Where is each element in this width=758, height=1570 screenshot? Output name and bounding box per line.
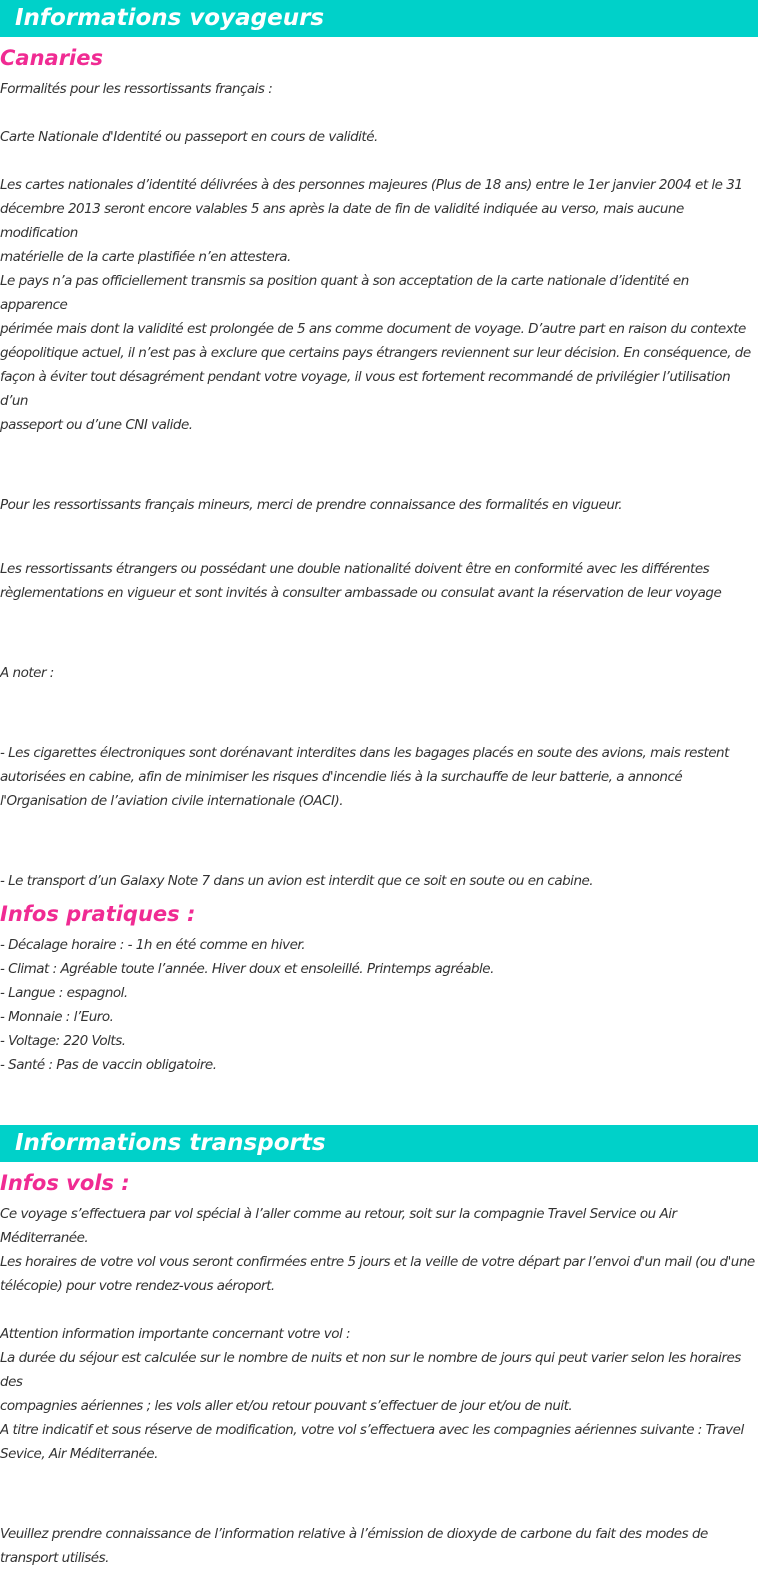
canaries-heading: Canaries	[0, 46, 104, 70]
hours-line-1: Les horaires de votre vol vous seront confirmées entre 5 jours et la veille de votre départ par l’envoi d'un mail (ou d'une	[0, 1254, 755, 1270]
country-line-5: passeport ou d’une CNI valide.	[0, 417, 193, 433]
cards-line-2: décembre 2013 seront encore valables 5 ans après la date de fin de validité indiquée au verso, mais aucune modification	[0, 201, 684, 241]
list-item: - Décalage horaire : - 1h en été comme en hiver.	[0, 937, 306, 953]
foreign-line-2: règlementations en vigueur et sont invités à consulter ambassade ou consulat avant la réservation de leur voyage	[0, 585, 722, 601]
flight-line-2: Méditerranée.	[0, 1230, 89, 1246]
cards-line-1: Les cartes nationales d’identité délivrées à des personnes majeures (Plus de 18 ans) entre le 1er janvier 2004 et le 31	[0, 177, 743, 193]
list-item: - Monnaie : l’Euro.	[0, 1009, 114, 1025]
duration-line-1: La durée du séjour est calculée sur le nombre de nuits et non sur le nombre de jours qui peut varier selon les horaires des	[0, 1350, 741, 1390]
transport-info-band: Informations transports	[0, 1125, 758, 1162]
practical-heading: Infos pratiques :	[0, 902, 196, 926]
flights-heading: Infos vols :	[0, 1171, 130, 1195]
hours-line-2: télécopie) pour votre rendez-vous aéroport.	[0, 1278, 275, 1294]
country-line-1: Le pays n’a pas officiellement transmis sa position quant à son acceptation de la carte nationale d’identité en apparence	[0, 273, 689, 313]
list-item: - Langue : espagnol.	[0, 985, 128, 1001]
list-item: - Voltage: 220 Volts.	[0, 1033, 126, 1049]
travel-info-body	[0, 77, 758, 893]
minors-line: Pour les ressortissants français mineurs, merci de prendre connaissance des formalités en vigueur.	[0, 497, 623, 513]
co2-line-2: transport utilisés.	[0, 1550, 109, 1566]
country-line-4: façon à éviter tout désagrément pendant votre voyage, il vous est fortement recommandé de privilégier l’utilisation d’un	[0, 369, 731, 409]
ecig-line-2: autorisées en cabine, afin de minimiser les risques d'incendie liés à la surchauffe de leur batterie, a annoncé	[0, 769, 683, 785]
ecig-line-1: - Les cigarettes électroniques sont dorénavant interdites dans les bagages placés en soute des avions, mais restent	[0, 745, 729, 761]
indicative-line-2: Sevice, Air Méditerranée.	[0, 1446, 158, 1462]
travel-info-band: Informations voyageurs	[0, 0, 758, 37]
foreign-line-1: Les ressortissants étrangers ou possédant une double nationalité doivent être en conformité avec les différentes	[0, 561, 710, 577]
country-line-3: géopolitique actuel, il n’est pas à exclure que certains pays étrangers reviennent sur leur décision. En conséquence, de	[0, 345, 751, 361]
list-item: - Santé : Pas de vaccin obligatoire.	[0, 1057, 217, 1073]
ecig-line-3: l'Organisation de l’aviation civile internationale (OACI).	[0, 793, 344, 809]
indicative-line-1: A titre indicatif et sous réserve de modification, votre vol s’effectuera avec les compagnies aériennes suivante : Travel	[0, 1422, 744, 1438]
flight-line-1: Ce voyage s’effectuera par vol spécial à l’aller comme au retour, soit sur la compagnie Travel Service ou Air	[0, 1206, 677, 1222]
id-line: Carte Nationale d'Identité ou passeport en cours de validité.	[0, 129, 378, 145]
galaxy-line: - Le transport d’un Galaxy Note 7 dans un avion est interdit que ce soit en soute ou en cabine.	[0, 873, 594, 889]
attention-line: Attention information importante concernant votre vol :	[0, 1326, 351, 1342]
cards-line-3: matérielle de la carte plastifiée n’en attestera.	[0, 249, 291, 265]
practical-list	[0, 933, 758, 1077]
country-line-2: périmée mais dont la validité est prolongée de 5 ans comme document de voyage. D’autre part en raison du contexte	[0, 321, 746, 337]
note-line: A noter :	[0, 665, 54, 681]
formalities-line: Formalités pour les ressortissants français :	[0, 81, 273, 97]
transport-info-body	[0, 1202, 758, 1570]
co2-line-1: Veuillez prendre connaissance de l’information relative à l’émission de dioxyde de carbone du fait des modes de	[0, 1526, 708, 1542]
list-item: - Climat : Agréable toute l’année. Hiver doux et ensoleillé. Printemps agréable.	[0, 961, 494, 977]
duration-line-2: compagnies aériennes ; les vols aller et/ou retour pouvant s’effectuer de jour et/ou de nuit.	[0, 1398, 573, 1414]
